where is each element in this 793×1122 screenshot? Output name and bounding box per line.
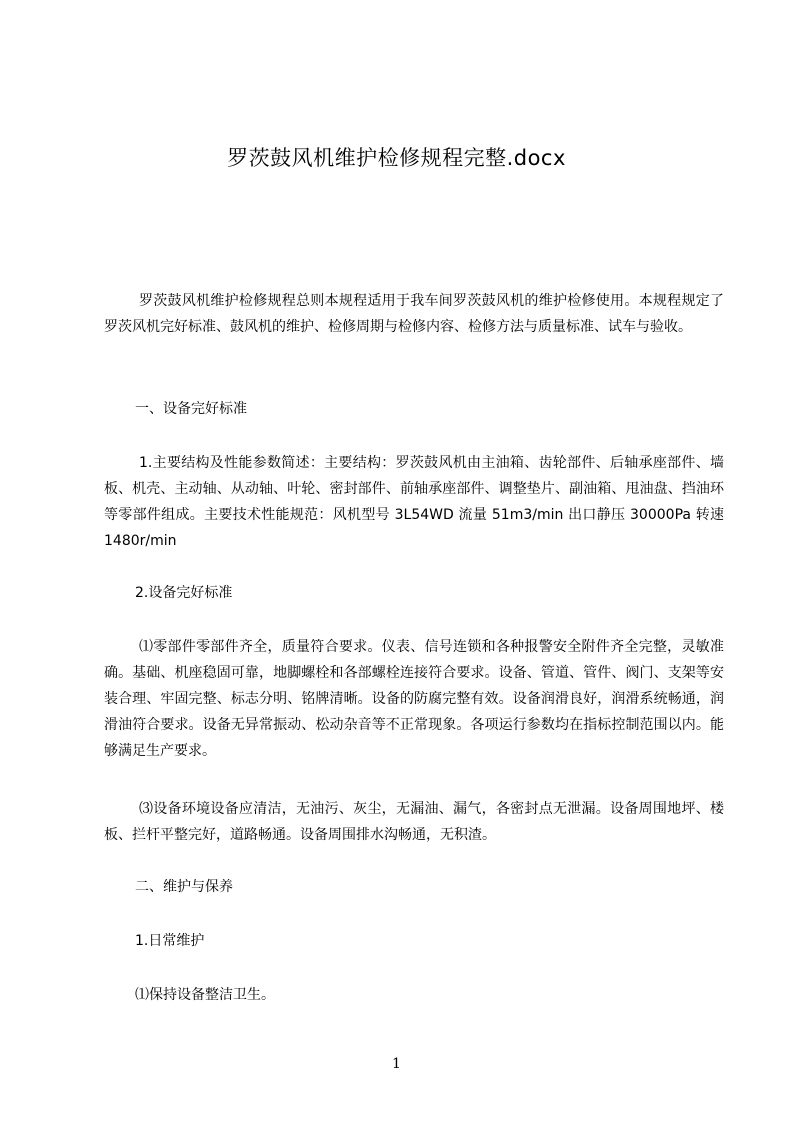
item1-paragraph: 1.主要结构及性能参数简述：主要结构：罗茨鼓风机由主油箱、齿轮部件、后轴承座部件、墙板、机壳、主动轴、从动轴、叶轮、密封部件、前轴承座部件、调整垫片、副油箱、甩油盘、挡油环等零部件组成。主要技术性能规范：风机型号 3L54WD 流量 51m3/min 出口静压 30000Pa 转速 1480r/min — [104, 455, 724, 549]
section2-heading: 二、维护与保养 — [135, 879, 233, 895]
section1-heading: 一、设备完好标准 — [135, 401, 247, 417]
page-number: 1 — [392, 1056, 401, 1072]
item2-3-paragraph: ⑶设备环境设备应清洁，无油污、灰尘，无漏油、漏气，各密封点无泄漏。设备周围地坪、楼板、拦杆平整完好，道路畅通。设备周围排水沟畅通，无积渣。 — [104, 801, 724, 843]
sub1-heading: 1.日常维护 — [135, 933, 205, 949]
intro-paragraph: 罗茨鼓风机维护检修规程总则本规程适用于我车间罗茨鼓风机的维护检修使用。本规程规定了罗茨风机完好标准、鼓风机的维护、检修周期与检修内容、检修方法与质量标准、试车与验收。 — [104, 293, 724, 335]
item2-1-paragraph: ⑴零部件零部件齐全，质量符合要求。仪表、信号连锁和各种报警安全附件齐全完整，灵敏准确。基础、机座稳固可靠，地脚螺栓和各部螺栓连接符合要求。设备、管道、管件、阀门、支架等安装合理、牢固完整、标志分明、铭牌清晰。设备的防腐完整有效。设备润滑良好，润滑系统畅通，润滑油符合要求。设备无异常振动、松动杂音等不正常现象。各项运行参数均在指标控制范围以内。能够满足生产要求。 — [104, 639, 724, 759]
document-title: 罗茨鼓风机维护检修规程完整.docx — [227, 146, 566, 170]
sub1-item1: ⑴保持设备整洁卫生。 — [135, 987, 275, 1003]
item2-heading: 2.设备完好标准 — [135, 585, 233, 601]
